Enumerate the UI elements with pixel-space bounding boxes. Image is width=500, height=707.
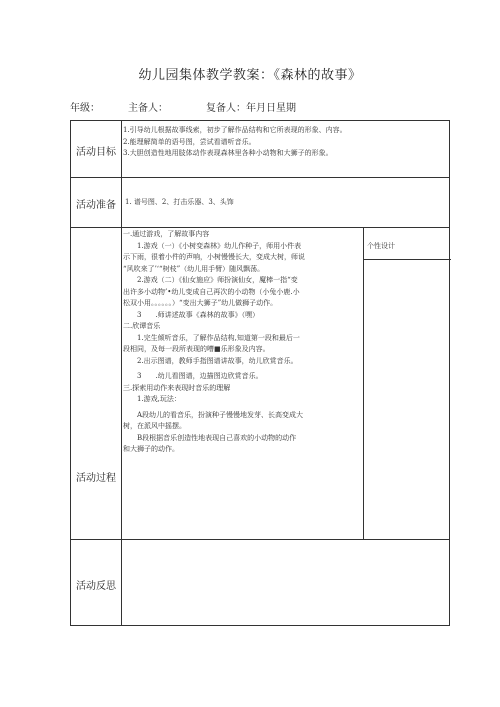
row-divider: [71, 177, 449, 178]
process-line: 二.欣谭音乐: [123, 322, 161, 330]
goal-content: [123, 125, 449, 160]
process-line: B段根据音乐创造性地表现自己喜欢的小动物的动作: [137, 433, 297, 442]
row-label-prep: 活动准备: [76, 200, 116, 211]
process-line: A段幼儿的看音乐，扮演种子慢慢地发芽、长高变成大: [137, 410, 304, 419]
process-line: 1.游戏,玩法：: [137, 395, 181, 403]
process-line: 1.完生倾听音乐，了解作品结构,知道第一段和最后一: [137, 333, 300, 342]
row-label-goal: 活动目标: [76, 147, 116, 158]
process-line: 3 .师讲述故事《森林的故事》（嘿）: [137, 310, 260, 319]
process-line: 一.通过游戏，了解故事内容: [123, 230, 210, 238]
process-line: 松双小用。。。。。。）“变出大狮子”幼儿做狮子动作。: [123, 299, 278, 307]
process-line: 示下雨，很着小件的声响，小树慢慢长大，变成大树，师说: [123, 253, 305, 261]
process-line: 2.出示图谱，教师手指图谱讲故事，幼儿欣赏音乐。: [137, 356, 298, 365]
goal-line: 1.引导幼儿根据故事线索，初步了解作品结构和它所表现的形象、内容。: [123, 126, 347, 134]
process-line: 和大狮子的动作。: [123, 445, 179, 453]
personal-design-note: 个性设计: [367, 242, 395, 250]
process-line: 1.游戏（一）《小树变森林》幼儿作种子，师用小件表: [137, 241, 302, 250]
row-label-process: 活动过程: [76, 473, 116, 484]
preparer-label: 主备人：: [128, 103, 168, 114]
goal-line: 2.能理解简单的语号图，尝试看谱听音乐。: [123, 137, 256, 146]
process-line: 段相同，及每一段所表现的嘈■乐形象及内容。: [123, 345, 270, 353]
process-line: 出许多小动物’•幼儿变成自己再次的小动物（小兔小鹿.小: [123, 287, 300, 296]
side-column-divider-h: [363, 259, 451, 260]
process-line: 2.游戏（二）《仙女施应》师扮演仙女，魔棒一指“变: [137, 276, 298, 284]
document-title: 幼儿园集体教学教案：《森林的故事》: [138, 68, 362, 83]
process-content: [123, 229, 367, 456]
row-label-reflect: 活动反思: [76, 581, 116, 592]
row-divider: [71, 227, 449, 228]
prep-content: 1. 谱号图、2、打击乐器、3、头饰: [125, 198, 234, 206]
reviewer-label: 复备人：年月日星期: [206, 103, 296, 114]
grade-label: 年级：: [70, 103, 100, 114]
label-column-divider: [121, 121, 122, 625]
process-line: 树，在派风中摇摆。: [123, 422, 186, 430]
row-divider: [71, 539, 449, 540]
header-row: [70, 99, 450, 115]
process-line: “风吹来了’‘“树枝”（幼儿用手臂）随风飘荡。: [123, 264, 265, 273]
process-line: 3 .幼儿看图谱，边描图边欣赏音乐。: [137, 372, 263, 380]
lesson-plan-table: [70, 120, 450, 626]
goal-line: 3.大胆创造性地用肢体动作表现森林里各种小动物和大狮子的形象。: [123, 149, 333, 157]
process-line: 三.探索用动作来表现时音乐的理解: [123, 383, 231, 392]
